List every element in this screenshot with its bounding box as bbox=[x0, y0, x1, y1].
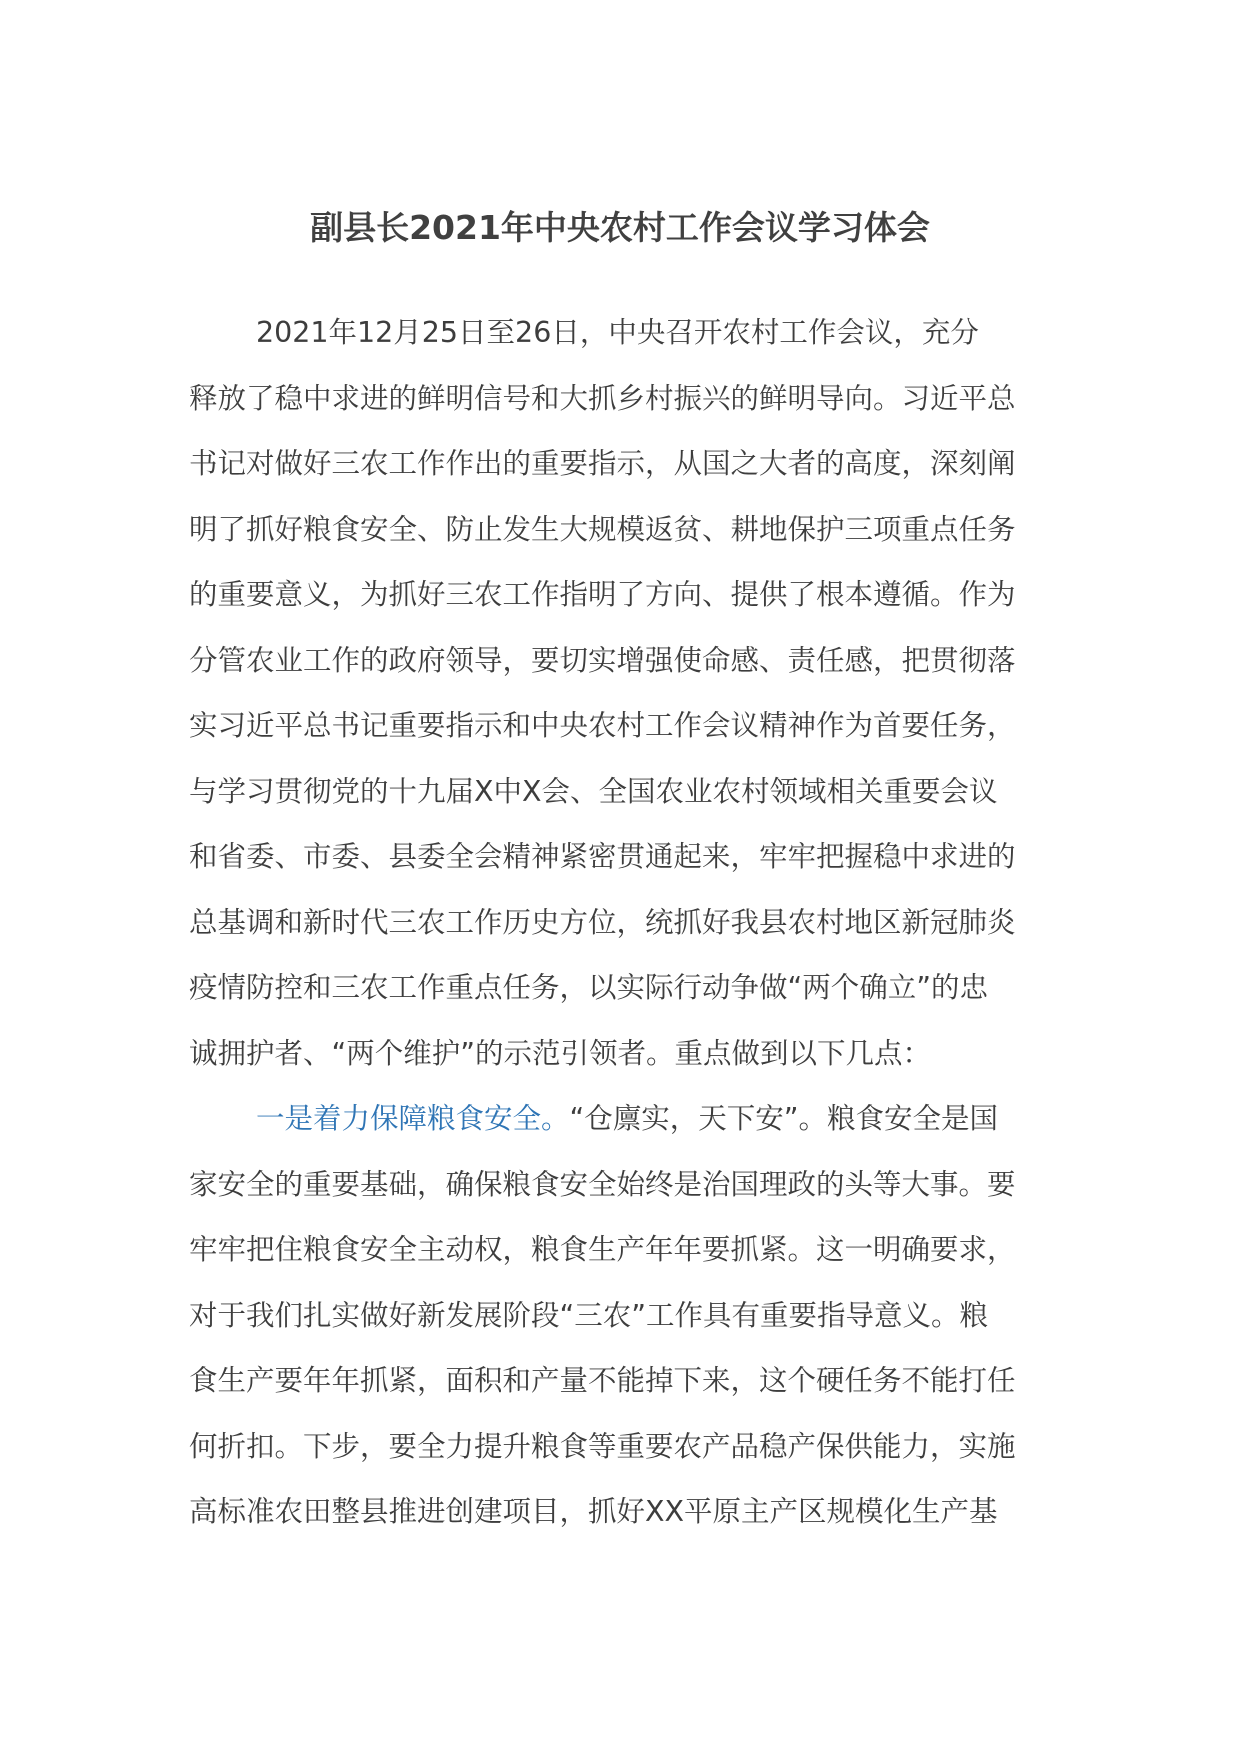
section-heading: 一是着力保障粮食安全。 bbox=[256, 1102, 570, 1135]
paragraph-line: 总基调和新时代三农工作历史方位，统抓好我县农村地区新冠肺炎 bbox=[189, 905, 1016, 939]
paragraph-text: “仓廪实，天下安”。粮食安全是国 bbox=[569, 1102, 999, 1135]
paragraph-line: 对于我们扎实做好新发展阶段“三农”工作具有重要指导意义。粮 bbox=[189, 1298, 989, 1332]
paragraph-line: 的重要意义，为抓好三农工作指明了方向、提供了根本遵循。作为 bbox=[189, 578, 1016, 611]
paragraph-line: 高标准农田整县推进创建项目，抓好XX平原主产区规模化生产基 bbox=[189, 1495, 998, 1528]
paragraph-line: 和省委、市委、县委全会精神紧密贯通起来，牢牢把握稳中求进的 bbox=[189, 840, 1016, 873]
document-title: 副县长2021年中央农村工作会议学习体会 bbox=[310, 208, 930, 247]
paragraph-line: 分管农业工作的政府领导，要切实增强使命感、责任感，把贯彻落 bbox=[189, 643, 1016, 677]
paragraph-line: 牢牢把住粮食安全主动权，粮食生产年年要抓紧。这一明确要求， bbox=[189, 1233, 1016, 1266]
paragraph-line: 何折扣。下步，要全力提升粮食等重要农产品稳产保供能力，实施 bbox=[189, 1429, 1016, 1463]
paragraph-line bbox=[189, 1086, 1049, 1152]
paragraph-line: 与学习贯彻党的十九届X中X会、全国农业农村领域相关重要会议 bbox=[189, 774, 998, 808]
paragraph-line: 疫情防控和三农工作重点任务，以实际行动争做“两个确立”的忠 bbox=[189, 971, 989, 1004]
paragraph-line: 释放了稳中求进的鲜明信号和大抓乡村振兴的鲜明导向。习近平总 bbox=[189, 381, 1016, 415]
paragraph-line: 诚拥护者、“两个维护”的示范引领者。重点做到以下几点： bbox=[189, 1036, 932, 1070]
paragraph-line: 家安全的重要基础，确保粮食安全始终是治国理政的头等大事。要 bbox=[189, 1167, 1016, 1201]
document-body bbox=[189, 300, 1049, 1545]
paragraph-line: 明了抓好粮食安全、防止发生大规模返贫、耕地保护三项重点任务 bbox=[189, 512, 1016, 546]
paragraph-line: 实习近平总书记重要指示和中央农村工作会议精神作为首要任务， bbox=[189, 709, 1016, 742]
paragraph-line: 书记对做好三农工作作出的重要指示，从国之大者的高度，深刻阐 bbox=[189, 447, 1016, 480]
paragraph-line: 2021年12月25日至26日，中央召开农村工作会议，充分 bbox=[256, 316, 979, 349]
paragraph-line: 食生产要年年抓紧，面积和产量不能掉下来，这个硬任务不能打任 bbox=[189, 1364, 1016, 1397]
